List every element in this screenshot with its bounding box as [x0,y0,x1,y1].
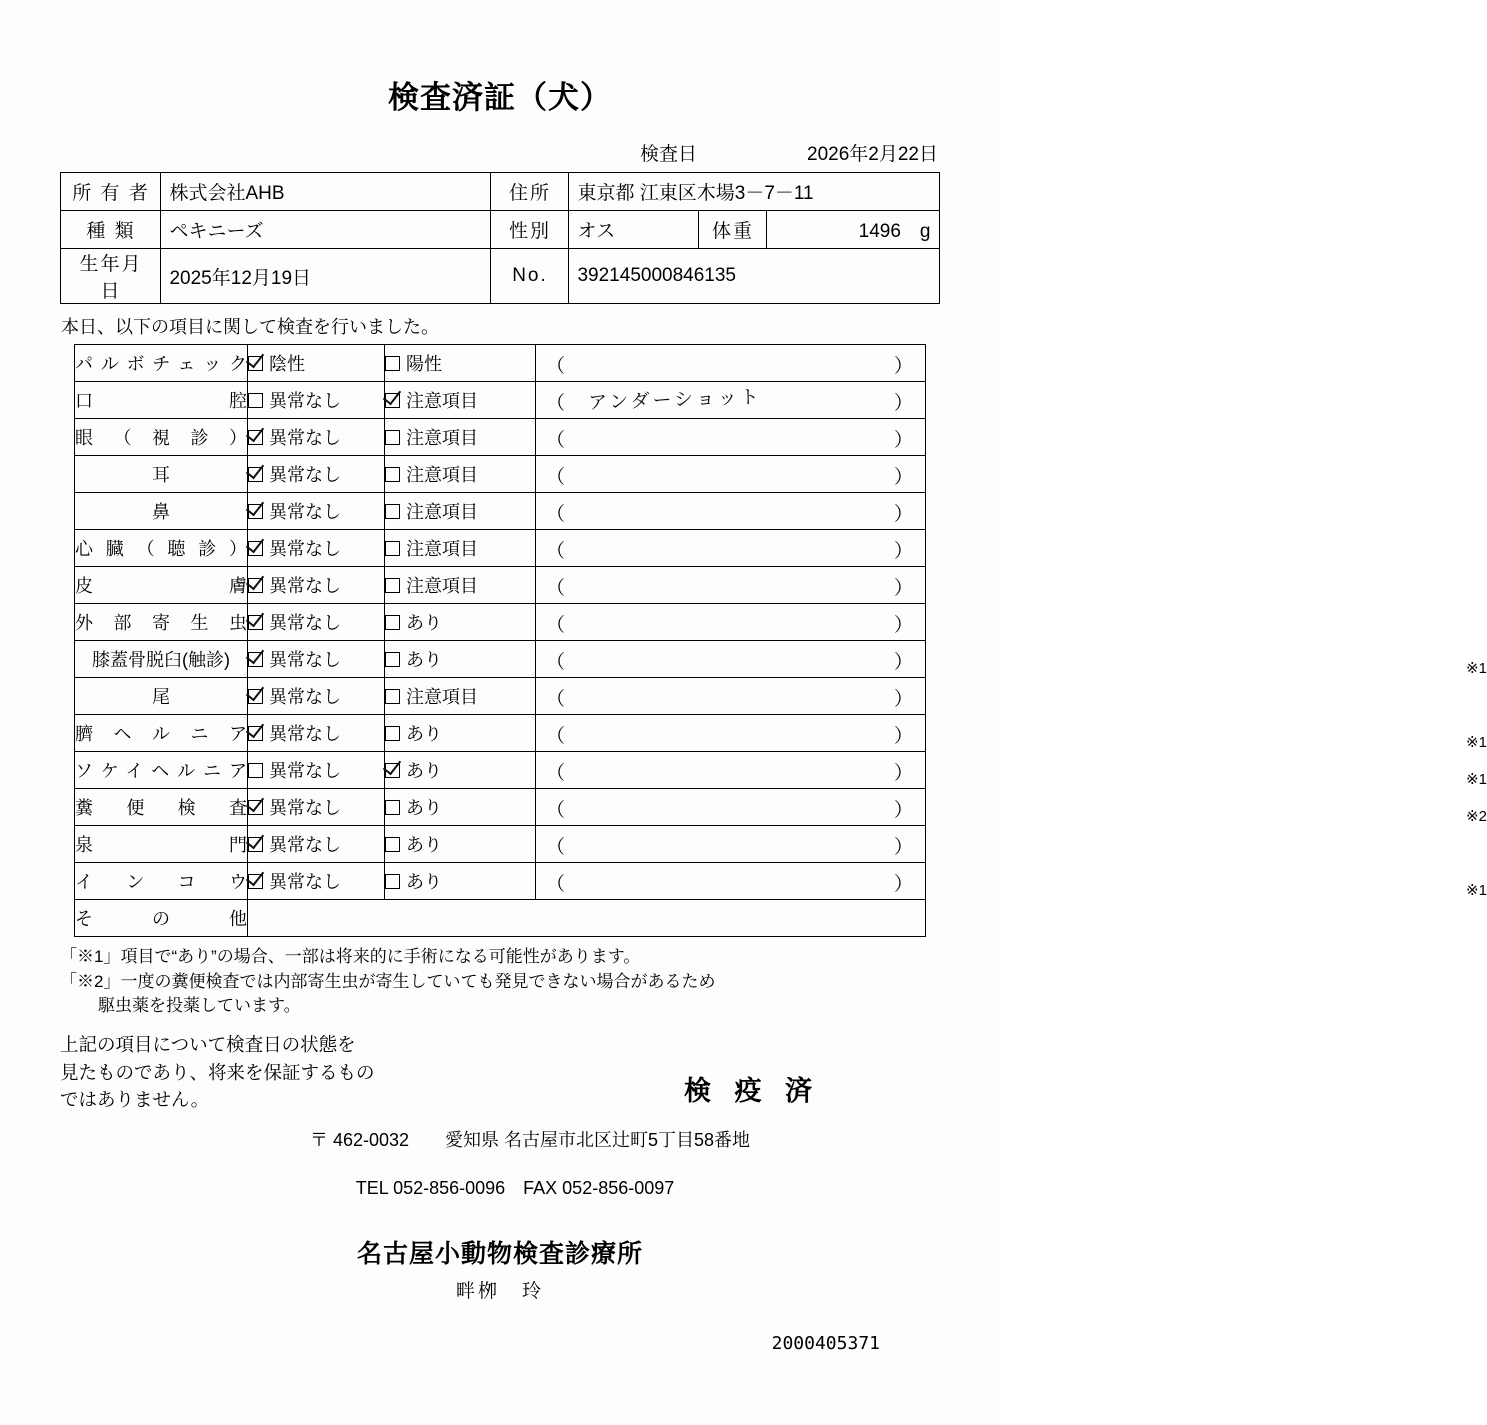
option-2-label: 陽性 [406,354,442,374]
inspection-row [75,641,926,678]
item-label: 糞便検査 [75,789,248,826]
remarks-cell[interactable] [536,567,926,604]
option-2-checkbox-cell[interactable] [385,493,536,530]
checkbox-icon[interactable] [248,504,263,519]
inspection-row [75,382,926,419]
serial-number: 2000405371 [771,1333,880,1355]
option-2-label: 注意項目 [406,465,478,485]
option-1-label: 異常なし [269,428,341,448]
option-2-checkbox-cell[interactable] [385,826,536,863]
checkbox-icon[interactable] [248,689,263,704]
item-label: インコウ [75,863,248,900]
remarks-cell[interactable] [536,493,926,530]
inspection-row [75,752,926,789]
handwritten-remark: アンダーショット [587,385,763,415]
item-label: 膝蓋骨脱臼(触診) [75,641,248,678]
paren-close: ） [893,874,913,895]
inspection-row [75,789,926,826]
option-1-checkbox-cell[interactable] [248,493,385,530]
paren-open: （ [546,541,566,562]
clinic-name: 名古屋小動物検査診療所 [356,1240,643,1269]
quarantine-stamp: 検 疫 済 [683,1075,820,1106]
paren-open: （ [546,800,566,821]
disclaimer-line-3: ではありません。 [60,1089,210,1111]
birth-value: 2025年12月19日 [161,249,491,304]
paren-close: ） [893,430,913,451]
item-label: パルボチェック [75,345,248,382]
paren-open: （ [546,763,566,784]
item-blank-cell [248,900,926,937]
paren-close: ） [893,837,913,858]
checkbox-icon[interactable] [248,615,263,630]
checkbox-icon[interactable] [385,467,400,482]
paren-close: ） [893,578,913,599]
paren-close: ） [893,615,913,636]
sex-label: 性別 [491,211,569,249]
paren-close: ） [893,393,913,414]
item-label: 耳 [75,456,248,493]
option-1-checkbox-cell[interactable] [248,641,385,678]
option-1-label: 異常なし [269,613,341,633]
option-1-checkbox-cell[interactable] [248,752,385,789]
paren-close: ） [893,504,913,525]
option-2-checkbox-cell[interactable] [385,382,536,419]
item-label: 尾 [75,678,248,715]
checkbox-icon[interactable] [385,652,400,667]
address-label: 住所 [491,173,569,211]
inspection-items-table [74,344,1487,937]
checkbox-icon[interactable] [248,467,263,482]
option-1-checkbox-cell[interactable] [248,678,385,715]
paren-open: （ [546,615,566,636]
option-2-label: 注意項目 [406,687,478,707]
checkbox-icon[interactable] [385,837,400,852]
option-2-checkbox-cell[interactable] [385,789,536,826]
remarks-cell[interactable] [536,752,1487,789]
checkbox-icon[interactable] [248,726,263,741]
inspection-row [75,678,926,715]
owner-value: 株式会社AHB [161,173,491,211]
checkbox-icon[interactable] [385,763,400,778]
remarks-cell[interactable] [536,826,926,863]
paren-open: （ [546,504,566,525]
option-1-checkbox-cell[interactable] [248,530,385,567]
disclaimer-line-2: 見たものであり、将来を保証するもの [60,1061,375,1083]
option-1-label: 異常なし [269,465,341,485]
footnote-2: 「※2」一度の糞便検査では内部寄生虫が寄生していても発見できない場合があるため [60,971,716,991]
exam-date-label: 検査日 [640,144,698,165]
paren-close: ） [893,652,913,673]
option-1-checkbox-cell[interactable] [248,567,385,604]
option-1-label: 異常なし [269,539,341,559]
footnote-marker: ※1 [1466,882,1487,899]
paren-open: （ [546,726,566,747]
option-2-label: あり [406,798,442,818]
option-2-label: あり [406,835,442,855]
remarks-cell[interactable] [536,641,1487,678]
option-1-checkbox-cell[interactable] [248,789,385,826]
inspection-row [75,604,926,641]
paren-open: （ [546,837,566,858]
option-1-label: 異常なし [269,650,341,670]
option-1-checkbox-cell[interactable] [248,604,385,641]
item-label: 心臓（聴診） [75,530,248,567]
option-1-checkbox-cell[interactable] [248,419,385,456]
option-1-checkbox-cell[interactable] [248,715,385,752]
item-label: 眼（視診） [75,419,248,456]
footnote-marker: ※1 [1466,771,1487,788]
option-1-label: 異常なし [269,687,341,707]
checkbox-icon[interactable] [248,652,263,667]
clinic-address: 〒 462-0032 愛知県 名古屋市北区辻町5丁目58番地 [309,1130,751,1151]
item-label: 皮 膚 [75,567,248,604]
footnote-marker: ※1 [1466,734,1487,751]
paren-open: （ [546,356,566,377]
table-row [61,211,939,249]
checkbox-icon[interactable] [248,393,263,408]
paren-open: （ [546,578,566,599]
no-label: No. [491,249,569,304]
option-2-checkbox-cell[interactable] [385,456,536,493]
inspection-row [75,900,926,937]
checkbox-icon[interactable] [248,541,263,556]
disclaimer-line-1: 上記の項目について検査日の状態を [60,1033,356,1055]
checkbox-icon[interactable] [385,393,400,408]
checkbox-icon[interactable] [385,578,400,593]
checkbox-icon[interactable] [385,726,400,741]
paren-close: ） [893,689,913,710]
remarks-cell[interactable] [536,530,926,567]
remarks-cell[interactable] [536,345,926,382]
remarks-cell[interactable] [536,715,1487,752]
item-label: 口 腔 [75,382,248,419]
inspection-row [75,567,926,604]
option-2-checkbox-cell[interactable] [385,345,536,382]
option-2-label: 注意項目 [406,502,478,522]
remarks-cell[interactable] [536,456,926,493]
option-1-label: 異常なし [269,724,341,744]
birth-label: 生年月日 [61,249,161,304]
notice-text: 本日、以下の項目に関して検査を行いました。 [61,317,439,337]
option-2-label: 注意項目 [406,428,478,448]
clinic-telephone: TEL 052-856-0096 FAX 052-856-0097 [355,1178,675,1199]
remarks-cell[interactable] [536,789,1487,826]
exam-date-value: 2026年2月22日 [807,144,938,165]
inspection-row [75,826,926,863]
option-1-checkbox-cell[interactable] [248,863,385,900]
option-1-label: 異常なし [269,761,341,781]
option-2-label: あり [406,724,442,744]
footnote-marker: ※1 [1466,660,1487,677]
checkbox-icon[interactable] [385,430,400,445]
checkbox-icon[interactable] [385,689,400,704]
checkbox-icon[interactable] [385,356,400,371]
footnote-3: 駆虫薬を投薬しています。 [98,996,301,1016]
checkbox-icon[interactable] [385,504,400,519]
no-value: 392145000846135 [569,249,939,304]
remarks-cell[interactable] [536,678,926,715]
option-2-checkbox-cell[interactable] [385,530,536,567]
option-1-label: 異常なし [269,576,341,596]
option-1-label: 異常なし [269,502,341,522]
option-2-label: あり [406,761,442,781]
checkbox-icon[interactable] [248,800,263,815]
doctor-name: 畔栁 玲 [455,1281,544,1303]
option-2-checkbox-cell[interactable] [385,604,536,641]
owner-label: 所 有 者 [61,173,161,211]
paren-close: ） [893,356,913,377]
inspection-row [75,345,926,382]
option-1-label: 異常なし [269,798,341,818]
option-2-checkbox-cell[interactable] [385,641,536,678]
inspection-row [75,493,926,530]
option-2-checkbox-cell[interactable] [385,863,536,900]
option-2-checkbox-cell[interactable] [385,752,536,789]
paren-open: （ [546,467,566,488]
table-row [61,173,939,211]
option-2-checkbox-cell[interactable] [385,715,536,752]
checkbox-icon[interactable] [248,874,263,889]
option-1-checkbox-cell[interactable] [248,456,385,493]
checkbox-icon[interactable] [248,430,263,445]
option-1-checkbox-cell[interactable] [248,345,385,382]
paren-open: （ [546,393,566,414]
exam-date-row [0,139,1000,166]
item-label: ソケイヘルニア [75,752,248,789]
footnote-1: 「※1」項目で“あり”の場合、一部は将来的に手術になる可能性があります。 [60,947,641,966]
footnote-marker: ※2 [1466,808,1487,825]
option-1-checkbox-cell[interactable] [248,826,385,863]
option-1-label: 異常なし [269,872,341,892]
paren-close: ） [893,763,913,784]
breed-value: ペキニーズ [161,211,491,249]
inspection-row [75,530,926,567]
item-label: 鼻 [75,493,248,530]
option-1-label: 異常なし [269,835,341,855]
inspection-row [75,456,926,493]
weight-label: 体重 [699,211,767,249]
paren-close: ） [893,541,913,562]
remarks-cell[interactable] [536,863,1487,900]
paren-close: ） [893,467,913,488]
option-1-checkbox-cell[interactable] [248,382,385,419]
paren-open: （ [546,689,566,710]
option-1-label: 異常なし [269,391,341,411]
item-label: 臍ヘルニア [75,715,248,752]
checkbox-icon[interactable] [385,874,400,889]
inspection-row [75,715,926,752]
paren-open: （ [546,874,566,895]
checkbox-icon[interactable] [385,615,400,630]
item-label: 外部寄生虫 [75,604,248,641]
checkbox-icon[interactable] [248,356,263,371]
header-table [60,172,939,304]
paren-close: ） [893,800,913,821]
paren-open: （ [546,430,566,451]
lower-section [60,1031,940,1114]
option-1-label: 陰性 [269,354,305,374]
inspection-row [75,419,926,456]
disclaimer [60,1031,480,1114]
weight-value: 1496 g [767,211,939,249]
option-2-label: 注意項目 [406,576,478,596]
address-value: 東京都 江東区木場3－7－11 [569,173,939,211]
option-2-label: 注意項目 [406,539,478,559]
option-2-checkbox-cell[interactable] [385,567,536,604]
remarks-cell[interactable] [536,382,926,419]
page-title: 検査済証（犬） [388,80,612,115]
checkbox-icon[interactable] [385,800,400,815]
option-2-checkbox-cell[interactable] [385,678,536,715]
remarks-cell[interactable] [536,419,926,456]
remarks-cell[interactable] [536,604,926,641]
option-2-label: あり [406,650,442,670]
inspection-row [75,863,926,900]
paren-close: ） [893,726,913,747]
option-2-label: 注意項目 [406,391,478,411]
sex-value: オス [569,211,699,249]
option-2-label: あり [406,872,442,892]
breed-label: 種 類 [61,211,161,249]
checkbox-icon[interactable] [248,837,263,852]
option-2-label: あり [406,613,442,633]
option-2-checkbox-cell[interactable] [385,419,536,456]
checkbox-icon[interactable] [248,763,263,778]
table-row [61,249,939,304]
checkbox-icon[interactable] [248,578,263,593]
checkbox-icon[interactable] [385,541,400,556]
footnotes [60,945,940,1019]
item-label: 泉 門 [75,826,248,863]
item-label: そ の 他 [75,900,248,937]
paren-open: （ [546,652,566,673]
